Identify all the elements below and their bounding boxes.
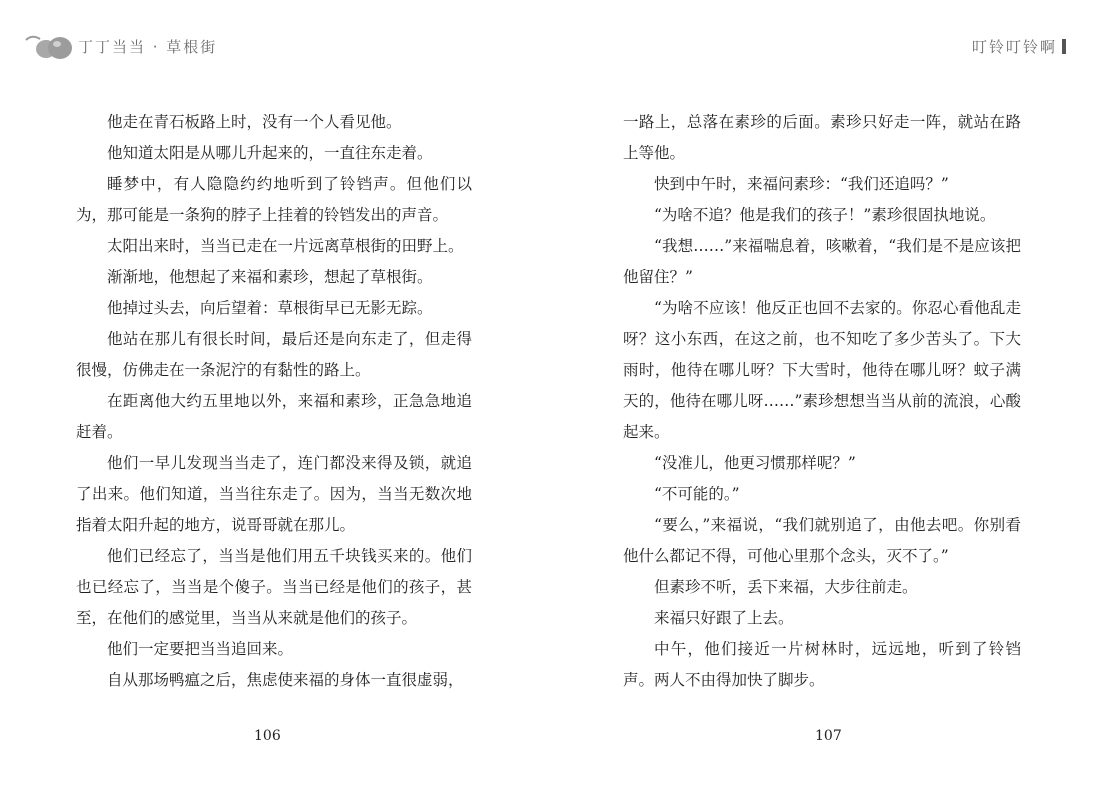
- paragraph: “不可能的。”: [654, 485, 740, 503]
- chapter-title: 叮铃叮铃啊: [971, 38, 1057, 56]
- series-title: 丁丁当当 · 草根街: [78, 37, 218, 56]
- paragraph: 自从那场鸭瘟之后，焦虑使来福的身体一直很虚弱，: [107, 671, 464, 689]
- paragraph: 他们已经忘了，当当是他们用五千块钱买来的。他们也已经忘了，当当是个傻子。当当已经是他们的孩子，甚至，在他们的感觉里，当当从来就是他们的孩子。: [76, 547, 472, 627]
- paragraph: 一路上，总落在素珍的后面。素珍只好走一阵，就站在路上等他。: [623, 113, 1021, 162]
- paragraph: 他走在青石板路上时，没有一个人看见他。: [107, 113, 402, 131]
- running-header-right: [972, 36, 1066, 57]
- paragraph: 他站在那儿有很长时间，最后还是向东走了，但走得很慢，仿佛走在一条泥泞的有黏性的路上。: [76, 330, 472, 379]
- paragraph: 在距离他大约五里地以外，来福和素珍，正急急地追赶着。: [76, 392, 472, 441]
- paragraph: “我想……”来福喘息着，咳嗽着，“我们是不是应该把他留住？”: [623, 237, 1021, 286]
- paragraph: 中午，他们接近一片树林时，远远地，听到了铃铛声。两人不由得加快了脚步。: [623, 640, 1021, 689]
- paragraph: “为啥不应该！他反正也回不去家的。你忍心看他乱走呀？这小东西，在这之前，也不知吃了多少苦头了。下大雨时，他待在哪儿呀？下大雪时，他待在哪儿呀？蚊子满天的，他待在哪儿呀……”素珍想想当当从前的流浪，心酸起来。: [623, 299, 1021, 441]
- gourd-logo-icon: [24, 30, 74, 62]
- paragraph: 睡梦中，有人隐隐约约地听到了铃铛声。但他们以为，那可能是一条狗的脖子上挂着的铃铛发出的声音。: [76, 175, 472, 224]
- paragraph: 来福只好跟了上去。: [654, 609, 794, 627]
- left-page-text: [76, 107, 472, 696]
- page-number-left: 106: [254, 728, 281, 744]
- paragraph: 他们一早儿发现当当走了，连门都没来得及锁，就追了出来。他们知道，当当往东走了。因为，当当无数次地指着太阳升起的地方，说哥哥就在那儿。: [76, 454, 472, 534]
- paragraph: “没准儿，他更习惯那样呢？”: [654, 454, 856, 472]
- running-header-left: [24, 30, 217, 62]
- header-bar-divider: [1062, 39, 1066, 54]
- paragraph: “要么，”来福说，“我们就别追了，由他去吧。你别看他什么都记不得，可他心里那个念头，灭不了。”: [623, 516, 1021, 565]
- paragraph: “为啥不追？他是我们的孩子！”素珍很固执地说。: [654, 206, 996, 224]
- paragraph: 他们一定要把当当追回来。: [107, 640, 294, 658]
- paragraph: 他知道太阳是从哪儿升起来的，一直往东走着。: [107, 144, 433, 162]
- page-number-right: 107: [815, 728, 842, 744]
- paragraph: 快到中午时，来福问素珍：“我们还追吗？”: [654, 175, 949, 193]
- paragraph: 他掉过头去，向后望着：草根街早已无影无踪。: [107, 299, 433, 317]
- right-page-text: [623, 107, 1021, 696]
- paragraph: 太阳出来时，当当已走在一片远离草根街的田野上。: [107, 237, 464, 255]
- paragraph: 渐渐地，他想起了来福和素珍，想起了草根街。: [107, 268, 433, 286]
- paragraph: 但素珍不听，丢下来福，大步往前走。: [654, 578, 918, 596]
